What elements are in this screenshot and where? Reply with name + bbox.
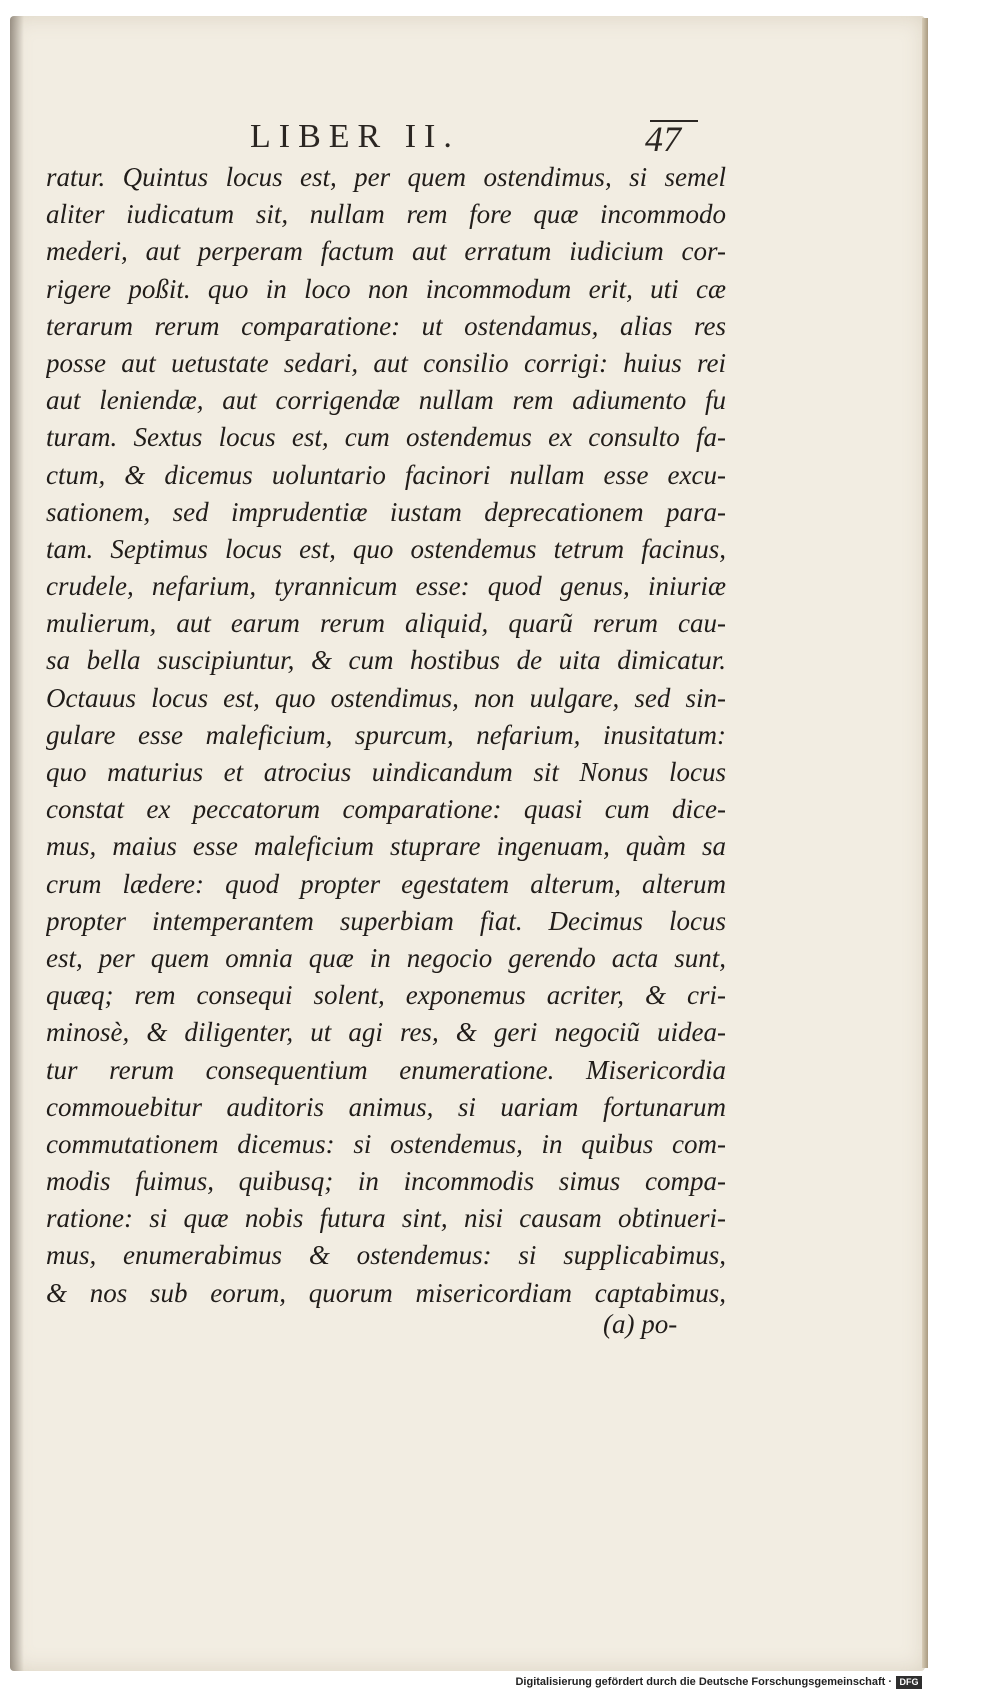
- text-line: commouebitur auditoris animus, si uariam fortunarum: [46, 1091, 726, 1122]
- text-line: aliter iudicatum sit, nullam rem fore quæ incommodo: [46, 199, 726, 230]
- page-number: 47: [645, 119, 681, 159]
- text-line: modis fuimus, quibusq; in incommodis simus compa-: [46, 1166, 726, 1197]
- footer: [0, 1674, 1000, 1693]
- text-line: mus, enumerabimus & ostendemus: si supplicabimus,: [46, 1240, 726, 1271]
- text-line: crudele, nefarium, tyrannicum esse: quod genus, iniuriæ: [46, 571, 726, 602]
- text-line: ctum, & dicemus uoluntario facinori nullam esse excu-: [46, 459, 726, 490]
- text-line: quo maturius et atrocius uindicandum sit Nonus locus: [46, 757, 726, 787]
- text-line: minosè, & diligenter, ut agi res, & geri negociũ uidea-: [46, 1017, 726, 1048]
- catchword: (a) po-: [603, 1309, 678, 1339]
- text-line: rigere poßit. quo in loco non incommodum erit, uti cæ: [46, 273, 726, 304]
- text-line: mederi, aut perperam factum aut erratum iudicium cor-: [46, 236, 726, 267]
- dfg-logo-icon: DFG: [896, 1676, 922, 1689]
- text-line: constat ex peccatorum comparatione: quasi cum dice-: [46, 794, 726, 825]
- funding-notice: Digitalisierung gefördert durch die Deutsche Forschungsgemeinschaft ·: [515, 1676, 892, 1688]
- text-line: commutationem dicemus: si ostendemus, in quibus com-: [46, 1128, 726, 1159]
- text-line: gulare esse maleficium, spurcum, nefarium, inusitatum:: [46, 719, 726, 750]
- book-page: [10, 16, 925, 1671]
- text-line: turam. Sextus locus est, cum ostendemus ex consulto fa-: [46, 422, 726, 453]
- text-line: & nos sub eorum, quorum misericordiam captabimus,: [46, 1277, 726, 1308]
- text-line: mulierum, aut earum rerum aliquid, quarũ rerum cau-: [46, 608, 726, 639]
- running-head-title: LIBER II.: [250, 118, 460, 155]
- text-line: terarum rerum comparatione: ut ostendamus, alias res: [46, 310, 726, 341]
- text-line: sa bella suscipiuntur, & cum hostibus de uita dimicatur.: [46, 645, 726, 676]
- text-line: mus, maius esse maleficium stuprare ingenuam, quàm sa: [46, 831, 726, 862]
- text-line: est, per quem omnia quæ in negocio gerendo acta sunt,: [46, 942, 726, 973]
- text-line: crum lædere: quod propter egestatem alterum, alterum: [46, 868, 726, 899]
- text-line: tam. Septimus locus est, quo ostendemus tetrum facinus,: [46, 533, 726, 564]
- book-edge: [922, 18, 928, 1668]
- text-line: quæq; rem consequi solent, exponemus acriter, & cri-: [46, 980, 726, 1011]
- text-line: posse aut uetustate sedari, aut consilio corrigi: huius rei: [46, 347, 726, 378]
- text-line: Octauus locus est, quo ostendimus, non uulgare, sed sin-: [46, 682, 726, 713]
- text-line: propter intemperantem superbiam fiat. Decimus locus: [46, 905, 726, 936]
- text-line: aut leniendæ, aut corrigendæ nullam rem adiumento fu: [46, 385, 726, 416]
- text-line: ratur. Quintus locus est, per quem ostendimus, si semel: [46, 162, 726, 192]
- text-line: tur rerum consequentium enumeratione. Misericordia: [46, 1054, 726, 1085]
- text-line: sationem, sed imprudentiæ iustam deprecationem para-: [46, 496, 726, 527]
- body-text: [46, 159, 726, 1312]
- running-head: [10, 118, 925, 158]
- text-line: ratione: si quæ nobis futura sint, nisi causam obtinueri-: [46, 1203, 726, 1234]
